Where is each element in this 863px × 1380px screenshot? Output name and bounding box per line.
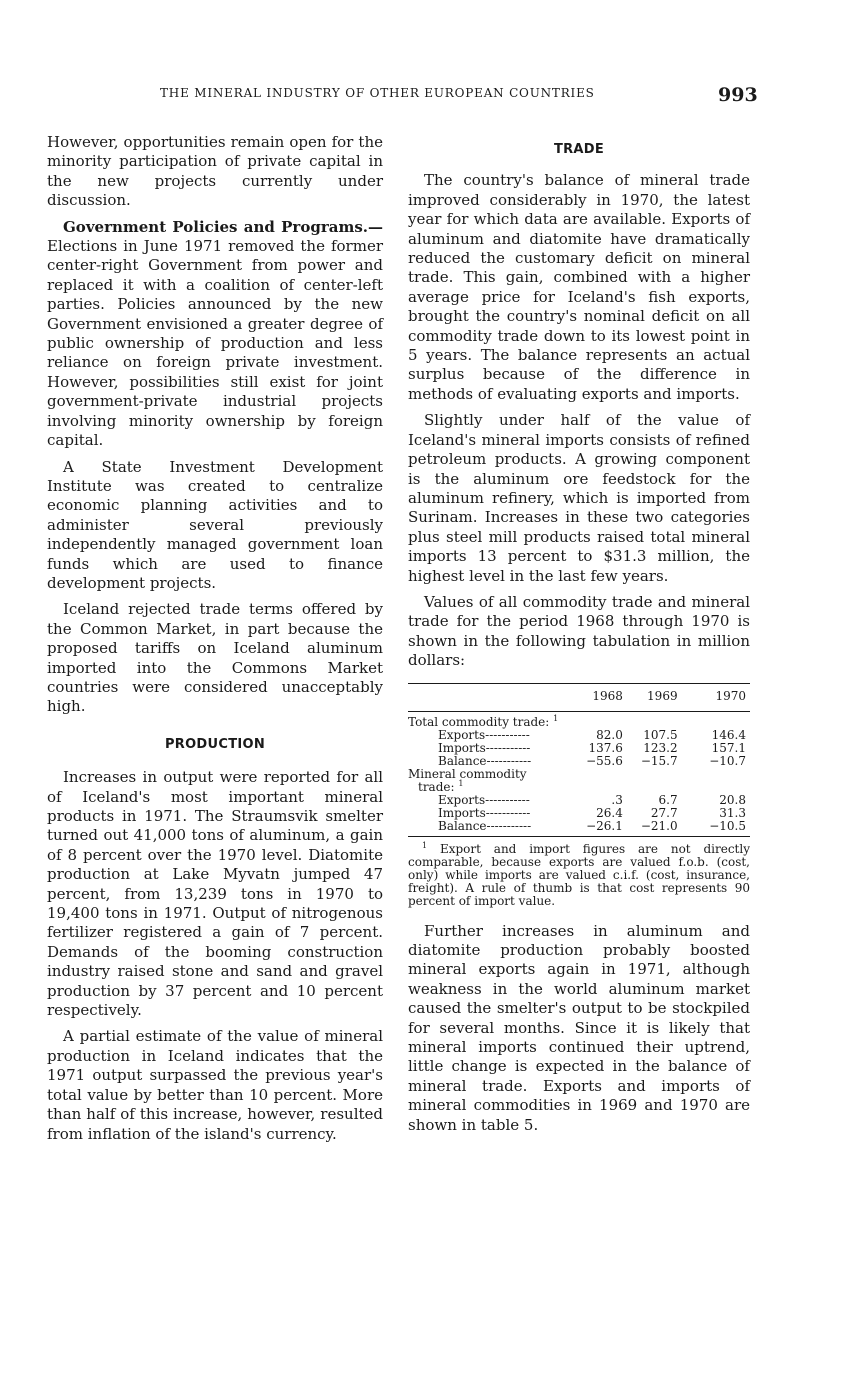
- table-cell: −26.1: [576, 820, 627, 837]
- table-cell: .3: [611, 792, 623, 807]
- table-cell: −10.5: [682, 820, 750, 837]
- row-label: Imports-----------: [438, 740, 531, 755]
- paragraph: A State Investment Development Institute was created to centralize economic planning activities and to administer several previously independently managed government loan funds which are used to finance development projects.: [47, 457, 383, 592]
- table-cell: 20.8: [719, 792, 746, 807]
- group-label: Mineral commodity: [408, 766, 527, 781]
- footnote-mark: 1: [458, 778, 464, 788]
- table-cell: 6.7: [658, 792, 678, 807]
- left-column: [47, 133, 383, 1151]
- row-label: Balance-----------: [408, 820, 576, 837]
- row-label: Exports-----------: [438, 792, 530, 807]
- table-cell: −15.7: [640, 753, 678, 768]
- footnote-mark: 1: [422, 840, 428, 850]
- paragraph: A partial estimate of the value of mineral production in Iceland indicates that the 1971 output surpassed the previous year's total value by better than 10 percent. More than half of this increase, however, resulted from inflation of the island's currency.: [47, 1027, 383, 1143]
- page-number: 993: [718, 84, 758, 106]
- table-cell: −21.0: [627, 820, 682, 837]
- section-heading-trade: TRADE: [553, 142, 605, 157]
- paragraph: Values of all commodity trade and mineral trade for the period 1968 through 1970 is shown in the following tabulation in million dollars:: [408, 592, 750, 670]
- row-label: Balance-----------: [438, 753, 532, 768]
- table-group-row: [408, 711, 750, 729]
- table-stub-header: [408, 683, 576, 711]
- table-cell: 137.6: [588, 740, 623, 755]
- table-cell: 82.0: [596, 727, 623, 742]
- table-cell: 157.1: [711, 740, 746, 755]
- paragraph: Increases in output were reported for all of Iceland's most important mineral products in 1971. The Straumsvik smelter turned out 41,000 tons of aluminum, a gain of 8 percent over the 1970 level. Diatomite production at Lake Myvatn jumped 47 percent, from 13,239 tons in 1970 to 19,400 tons in 1971. Output of nitrogenous fertilizer registered a gain of 7 percent. Demands of the booming construction industry raised stone and sand and gravel production by 37 percent and 10 percent respectively.: [47, 768, 383, 1020]
- run-in-heading: Government Policies and Programs.—: [63, 217, 383, 236]
- paragraph: However, opportunities remain open for the minority participation of private capital in the new projects currently under discussion.: [47, 133, 383, 210]
- column-header: 1969: [647, 688, 678, 703]
- table-cell: 146.4: [711, 727, 746, 742]
- footnote-mark: 1: [553, 713, 559, 723]
- column-header: 1968: [592, 688, 623, 703]
- table-cell: 26.4: [596, 805, 623, 820]
- table-row: [408, 755, 750, 768]
- group-label: trade: $^1$: [418, 778, 464, 794]
- table-cell: 31.3: [719, 805, 746, 820]
- table-cell: 27.7: [650, 805, 678, 820]
- paragraph: Iceland rejected trade terms offered by the Common Market, in part because the proposed tariffs on Iceland aluminum imported into the Commons Market countries were considered unacceptably high.: [47, 600, 383, 716]
- paragraph: Further increases in aluminum and diatomite production probably boosted mineral exports again in 1971, although weakness in the world aluminum market caused the smelter's output to be stockpiled for several months. Since it is likely that mineral imports continued their uptrend, little change is expected in the balance of mineral trade. Exports and imports of mineral commodities in 1969 and 1970 are shown in table 5.: [408, 921, 750, 1134]
- trade-table: [408, 683, 750, 837]
- paragraph: [47, 218, 383, 451]
- paragraph-body: Elections in June 1971 removed the former center-right Government from power and replaced it with a coalition of center-left parties. Policies announced by the new Government envisioned a greater degree of public ownership of production and less reliance on foreign private investment. However, possibilities still exist for joint government-private industrial projects involving minority ownership by foreign capital.: [47, 237, 383, 450]
- table-cell: −55.6: [586, 753, 623, 768]
- table-row: [408, 820, 750, 837]
- section-heading-production: PRODUCTION: [164, 736, 266, 752]
- row-label: Imports-----------: [438, 805, 531, 820]
- table-cell: 123.2: [643, 740, 678, 755]
- group-label: Total commodity trade: $^1$: [408, 713, 559, 729]
- table-footnote: $^1$ Export and import figures are not directly comparable, because exports are valued f.o.b. (cost, only) while imports are valued c.i.f. (cost, insurance, freight). A rule of thumb is that cost represents 90 percent of import value.: [408, 840, 750, 908]
- paragraph: Slightly under half of the value of Iceland's mineral imports consists of refined petroleum products. A growing component is the aluminum ore feedstock for the aluminum refinery, which is imported from Surinam. Increases in these two categories plus steel mill products raised total mineral imports 13 percent to $31.3 million, the highest level in the last few years.: [408, 411, 750, 585]
- running-head: THE MINERAL INDUSTRY OF OTHER EUROPEAN COUNTRIES: [160, 86, 595, 100]
- paragraph: The country's balance of mineral trade improved considerably in 1970, the latest year for which data are available. Exports of aluminum and diatomite have dramatically reduced the customary deficit on mineral trade. This gain, combined with a higher average price for Iceland's fish exports, brought the country's nominal deficit on all commodity trade down to its lowest point in 5 years. The balance represents an actual surplus because of the difference in methods of evaluating exports and imports.: [408, 171, 750, 403]
- table-cell: 107.5: [643, 727, 678, 742]
- table-header-row: [408, 683, 750, 711]
- row-label: Exports-----------: [438, 727, 530, 742]
- right-column: [408, 133, 750, 1142]
- column-header: 1970: [715, 688, 746, 703]
- table-cell: −10.7: [709, 753, 746, 768]
